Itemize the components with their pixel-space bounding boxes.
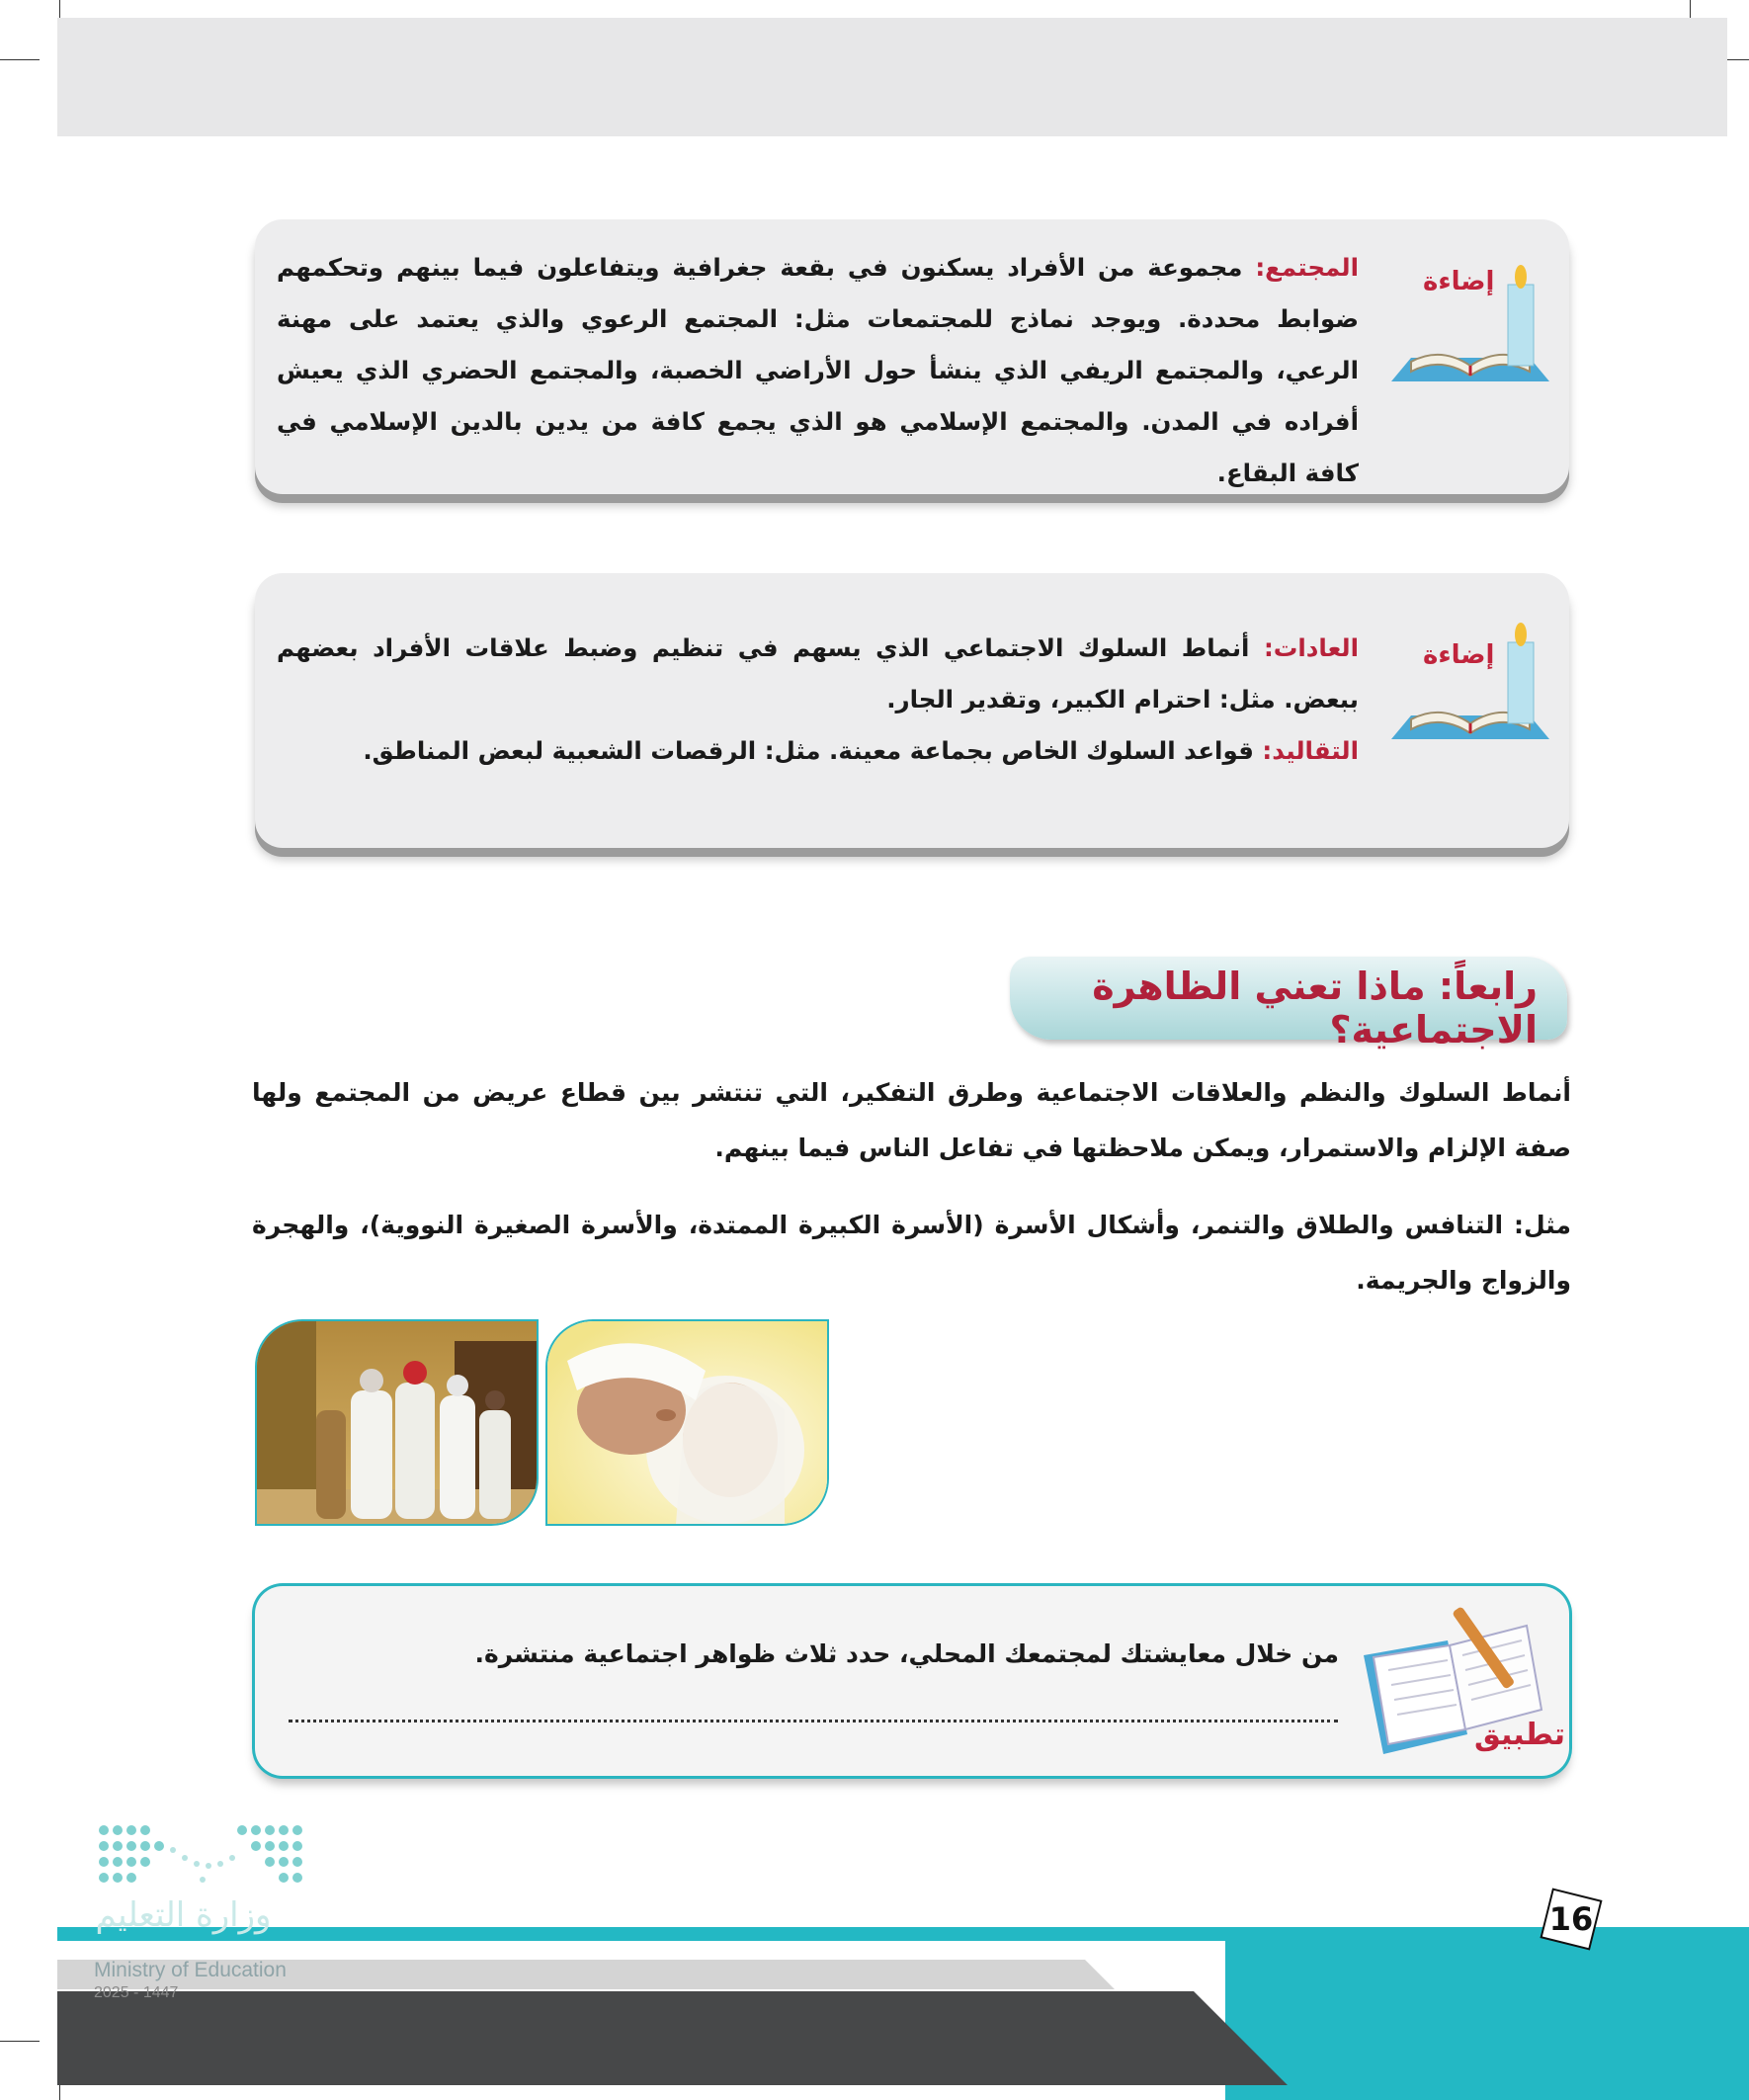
edition-year: 2025 - 1447 xyxy=(94,1984,179,2001)
photo-greeting-gathering xyxy=(255,1319,539,1526)
section-heading-pill xyxy=(1010,957,1567,1051)
footer-teal-block xyxy=(1225,1927,1749,2100)
callout-badge: إضاءة xyxy=(1423,267,1495,296)
section-heading: رابعاً: ماذا تعني الظاهرة الاجتماعية؟ xyxy=(1092,965,1538,1051)
ministry-name-ar: وزارة التعليم xyxy=(95,1895,272,1935)
term-definition: قواعد السلوك الخاص بجماعة معينة. مثل: الرقصات الشعبية لبعض المناطق. xyxy=(363,736,1263,765)
answer-line[interactable] xyxy=(289,1720,1338,1722)
section-examples: مثل: التنافس والطلاق والتنمر، وأشكال الأسرة (الأسرة الكبيرة الممتدة، والأسرة الصغيرة النووية)، والهجرة والزواج والجريمة. xyxy=(252,1211,1571,1295)
page-header-band xyxy=(57,18,1727,136)
callout-badge: إضاءة xyxy=(1423,640,1495,670)
activity-badge: تطبيق xyxy=(1474,1718,1566,1752)
page-number: 16 xyxy=(1548,1900,1594,1938)
term-label: المجتمع: xyxy=(1255,253,1359,282)
footer-grey-edge xyxy=(1085,1960,1115,1989)
term-definition: أنماط السلوك الاجتماعي الذي يسهم في تنظيم وضبط علاقات الأفراد بعضهم ببعض. مثل: احترام الكبير، وتقدير الجار. xyxy=(277,633,1359,714)
callout-text-society xyxy=(277,242,1359,499)
term-label: العادات: xyxy=(1263,633,1359,662)
photo-kissing-elder-forehead xyxy=(545,1319,829,1526)
crop-mark xyxy=(0,2041,40,2042)
ministry-name-en: Ministry of Education xyxy=(94,1959,287,1981)
term-definition: مجموعة من الأفراد يسكنون في بقعة جغرافية ويتفاعلون فيما بينهم وتحكمهم ضوابط محددة. ويوجد نماذج للمجتمعات مثل: المجتمع الرعوي والذي يعتمد على مهنة الرعي، والمجتمع الريفي الذي ينشأ حول الأراضي الخصبة، والمجتمع الحضري الذي يعيش أفراده في المدن. والمجتمع الإسلامي هو الذي يجمع كافة من يدين بالدين الإسلامي في كافة البقاع. xyxy=(277,253,1359,487)
candle-book-icon xyxy=(1381,613,1559,751)
footer-dark-stripe xyxy=(57,1991,1194,2085)
callout-text-customs xyxy=(277,623,1359,777)
section-definition: أنماط السلوك والنظم والعلاقات الاجتماعية وطرق التفكير، التي تنتشر بين قطاع عريض من المجتمع ولها صفة الإلزام والاستمرار، ويمكن ملاحظتها في تفاعل الناس فيما بينهم. xyxy=(252,1078,1571,1162)
ministry-logo-dots xyxy=(94,1820,311,1894)
activity-prompt: من خلال معايشتك لمجتمعك المحلي، حدد ثلاث ظواهر اجتماعية منتشرة. xyxy=(474,1639,1339,1668)
crop-mark xyxy=(0,59,40,60)
footer-dark-edge xyxy=(1194,1991,1288,2085)
term-label: التقاليد: xyxy=(1262,736,1359,765)
